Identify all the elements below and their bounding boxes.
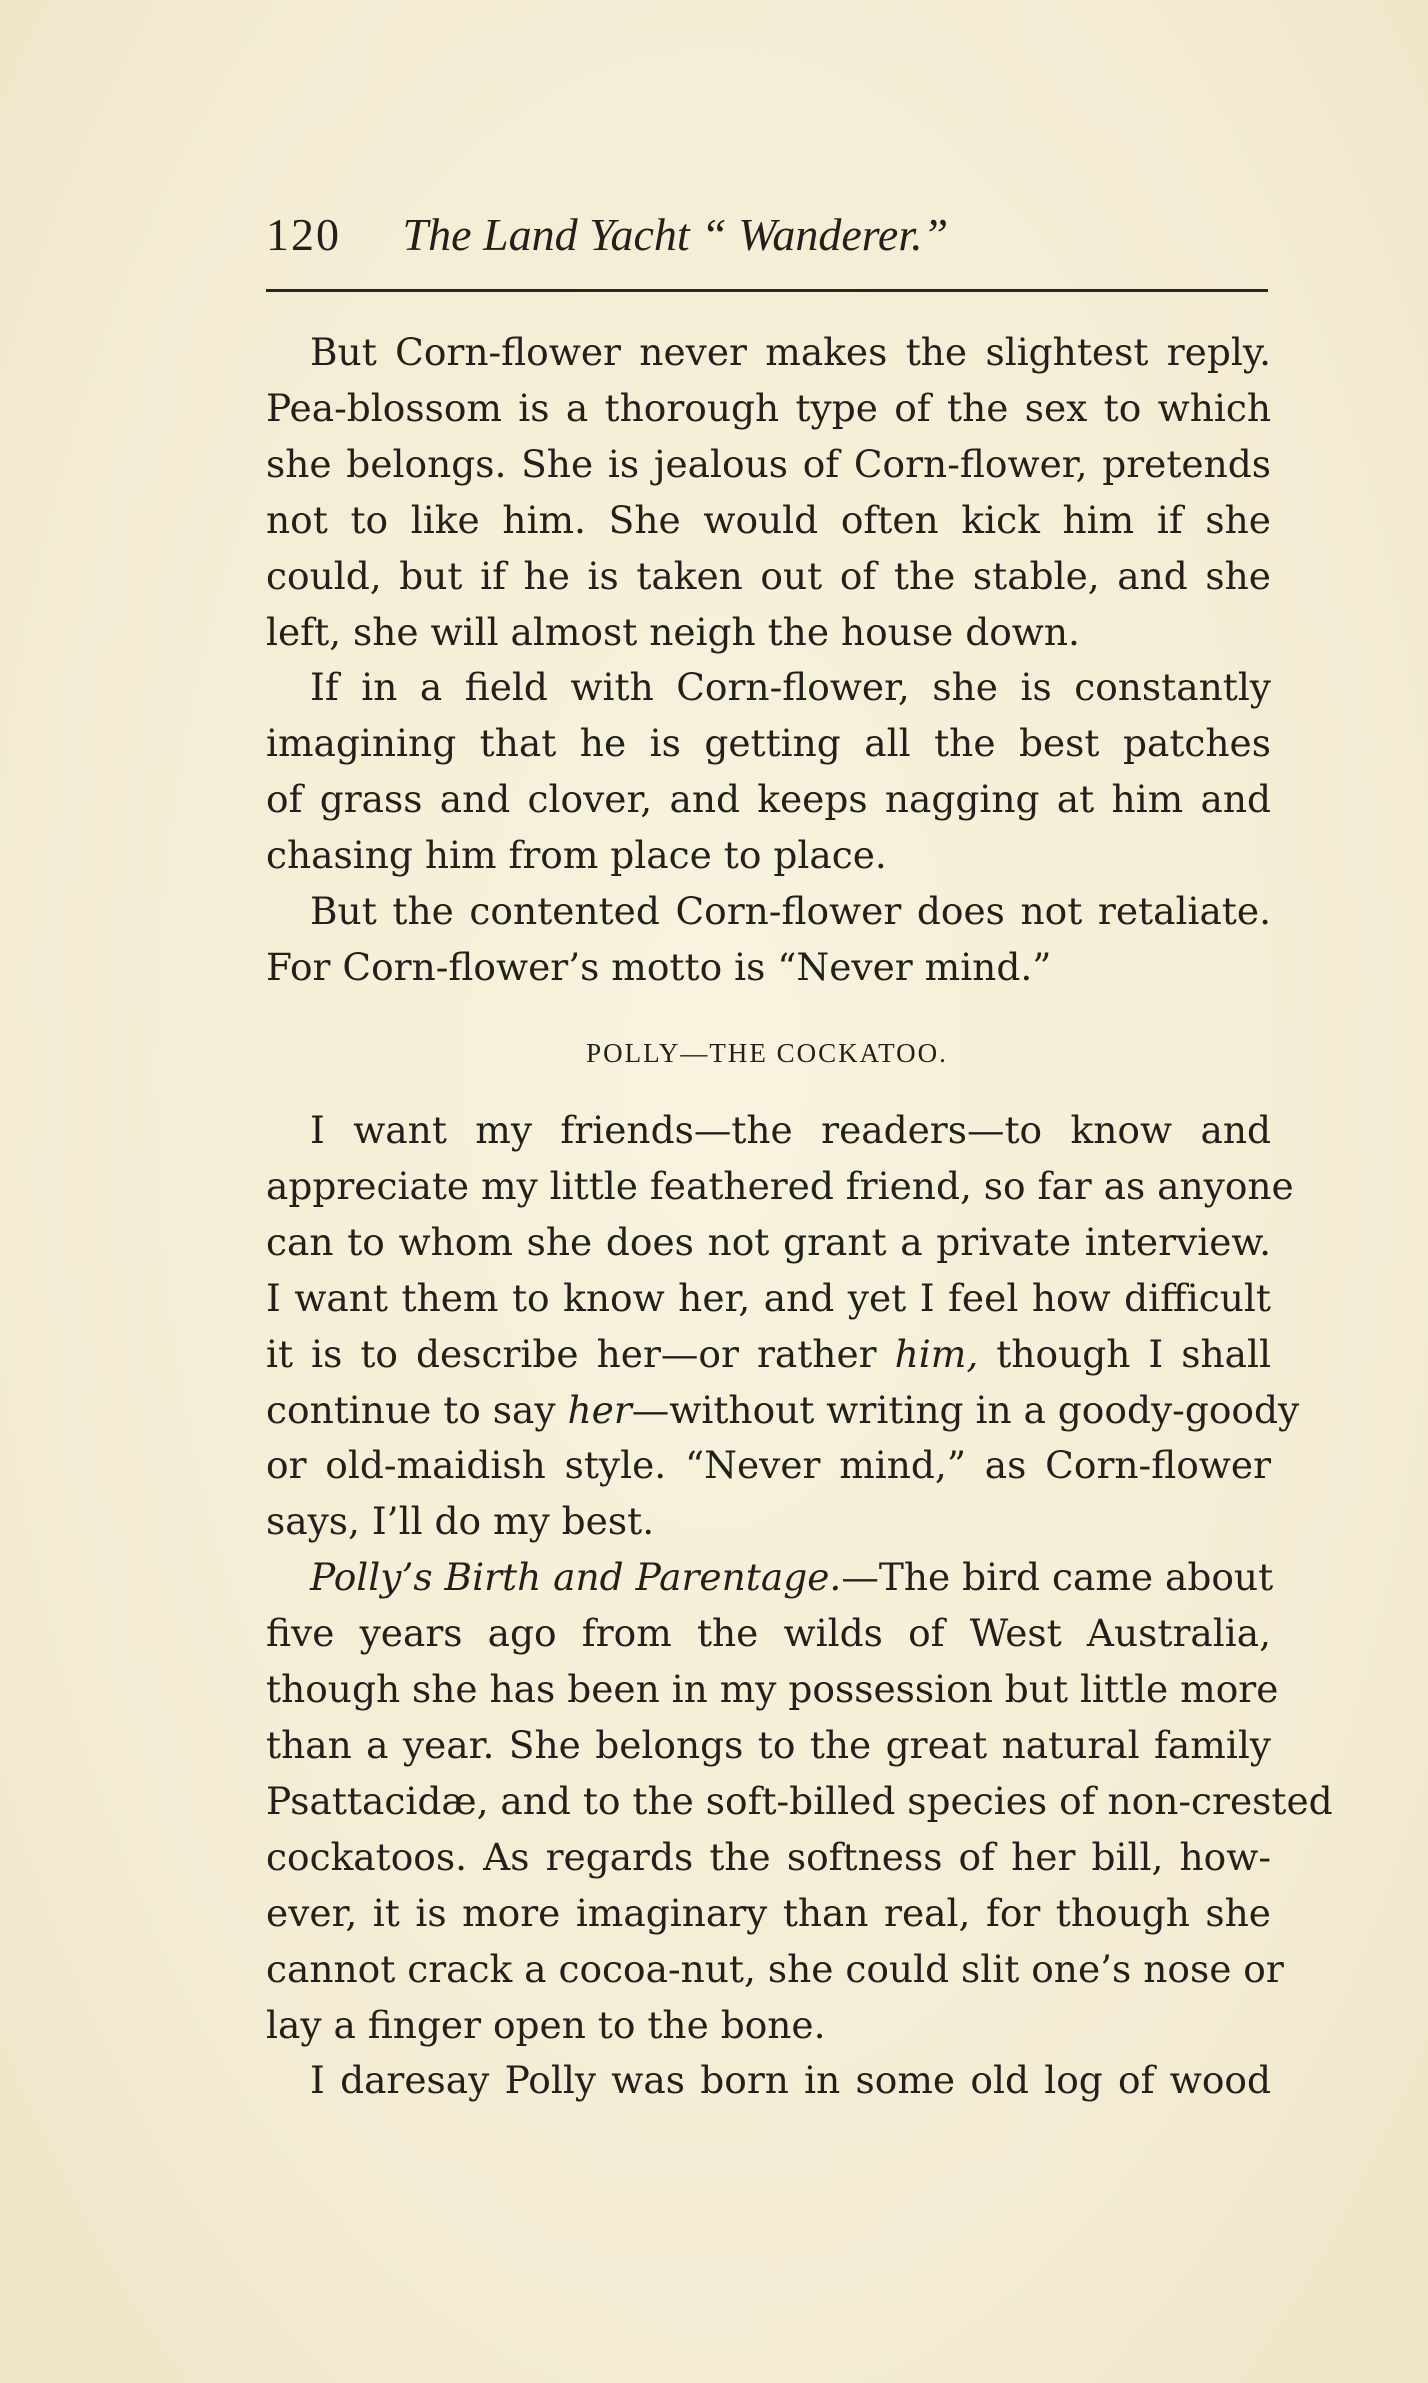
text-line: But the contented Corn-flower does not retaliate.	[310, 889, 1271, 934]
text-line: says, I’ll do my best.	[266, 1499, 655, 1544]
text-fragment: —The bird came about	[841, 1555, 1274, 1600]
italic-text: her	[567, 1387, 632, 1432]
text-line: or old-maidish style. “Never mind,” as Corn-flower	[266, 1443, 1271, 1488]
text-line: left, she will almost neigh the house down.	[266, 609, 1080, 654]
italic-text: him,	[894, 1331, 979, 1376]
section-corn-flower	[266, 325, 1271, 996]
section-heading: POLLY—THE COCKATOO.	[586, 1038, 948, 1068]
running-title: The Land Yacht “ Wanderer.”	[402, 209, 949, 260]
text-line: If in a field with Corn-flower, she is constantly	[310, 665, 1271, 710]
text-line: chasing him from place to place.	[266, 833, 887, 878]
text-line: cannot crack a cocoa-nut, she could slit one’s nose or	[266, 1946, 1284, 1991]
text-line: five years ago from the wilds of West Australia,	[266, 1611, 1271, 1656]
text-line: imagining that he is getting all the best patches	[266, 721, 1271, 766]
text-line: But Corn-flower never makes the slightest reply.	[310, 330, 1271, 374]
text-line: I want them to know her, and yet I feel how difficult	[266, 1275, 1271, 1320]
header-rule	[266, 289, 1268, 292]
text-line: than a year. She belongs to the great natural family	[266, 1722, 1271, 1767]
text-line: ever, it is more imaginary than real, for though she	[266, 1890, 1271, 1935]
text-line: can to whom she does not grant a private interview.	[266, 1219, 1271, 1264]
text-line: of grass and clover, and keeps nagging at him and	[266, 777, 1271, 822]
text-line: Pea-blossom is a thorough type of the sex to which	[266, 385, 1271, 430]
text-line: Psattacidæ, and to the soft-billed species of non-crested	[266, 1778, 1333, 1823]
text-line: she belongs. She is jealous of Corn-flower, pretends	[266, 441, 1271, 486]
text-line: cockatoos. As regards the softness of her bill, how-	[266, 1834, 1271, 1879]
text-line: I want my friends—the readers—to know and	[310, 1108, 1271, 1152]
text-fragment: continue to say	[266, 1387, 568, 1432]
text-line	[266, 1550, 1274, 1606]
text-line: though she has been in my possession but little more	[266, 1667, 1279, 1712]
italic-text: Polly’s Birth and Parentage.	[310, 1555, 842, 1600]
text-fragment: it is to describe her—or rather	[266, 1331, 895, 1376]
page-header	[266, 205, 1266, 265]
text-line: not to like him. She would often kick him if she	[266, 497, 1271, 542]
text-line: appreciate my little feathered friend, so far as anyone	[266, 1163, 1294, 1208]
text-line	[266, 1327, 1271, 1383]
page-number: 120	[266, 209, 341, 260]
section-polly	[266, 1103, 1333, 2109]
text-line: For Corn-flower’s motto is “Never mind.”	[266, 944, 1052, 989]
text-fragment: though I shall	[978, 1331, 1271, 1376]
text-line	[266, 1383, 1300, 1439]
text-line: lay a finger open to the bone.	[266, 2002, 826, 2047]
text-line: I daresay Polly was born in some old log of wood	[310, 2058, 1271, 2103]
text-fragment: —without writing in a goody-goody	[631, 1387, 1300, 1432]
text-line: could, but if he is taken out of the stable, and she	[266, 553, 1271, 598]
